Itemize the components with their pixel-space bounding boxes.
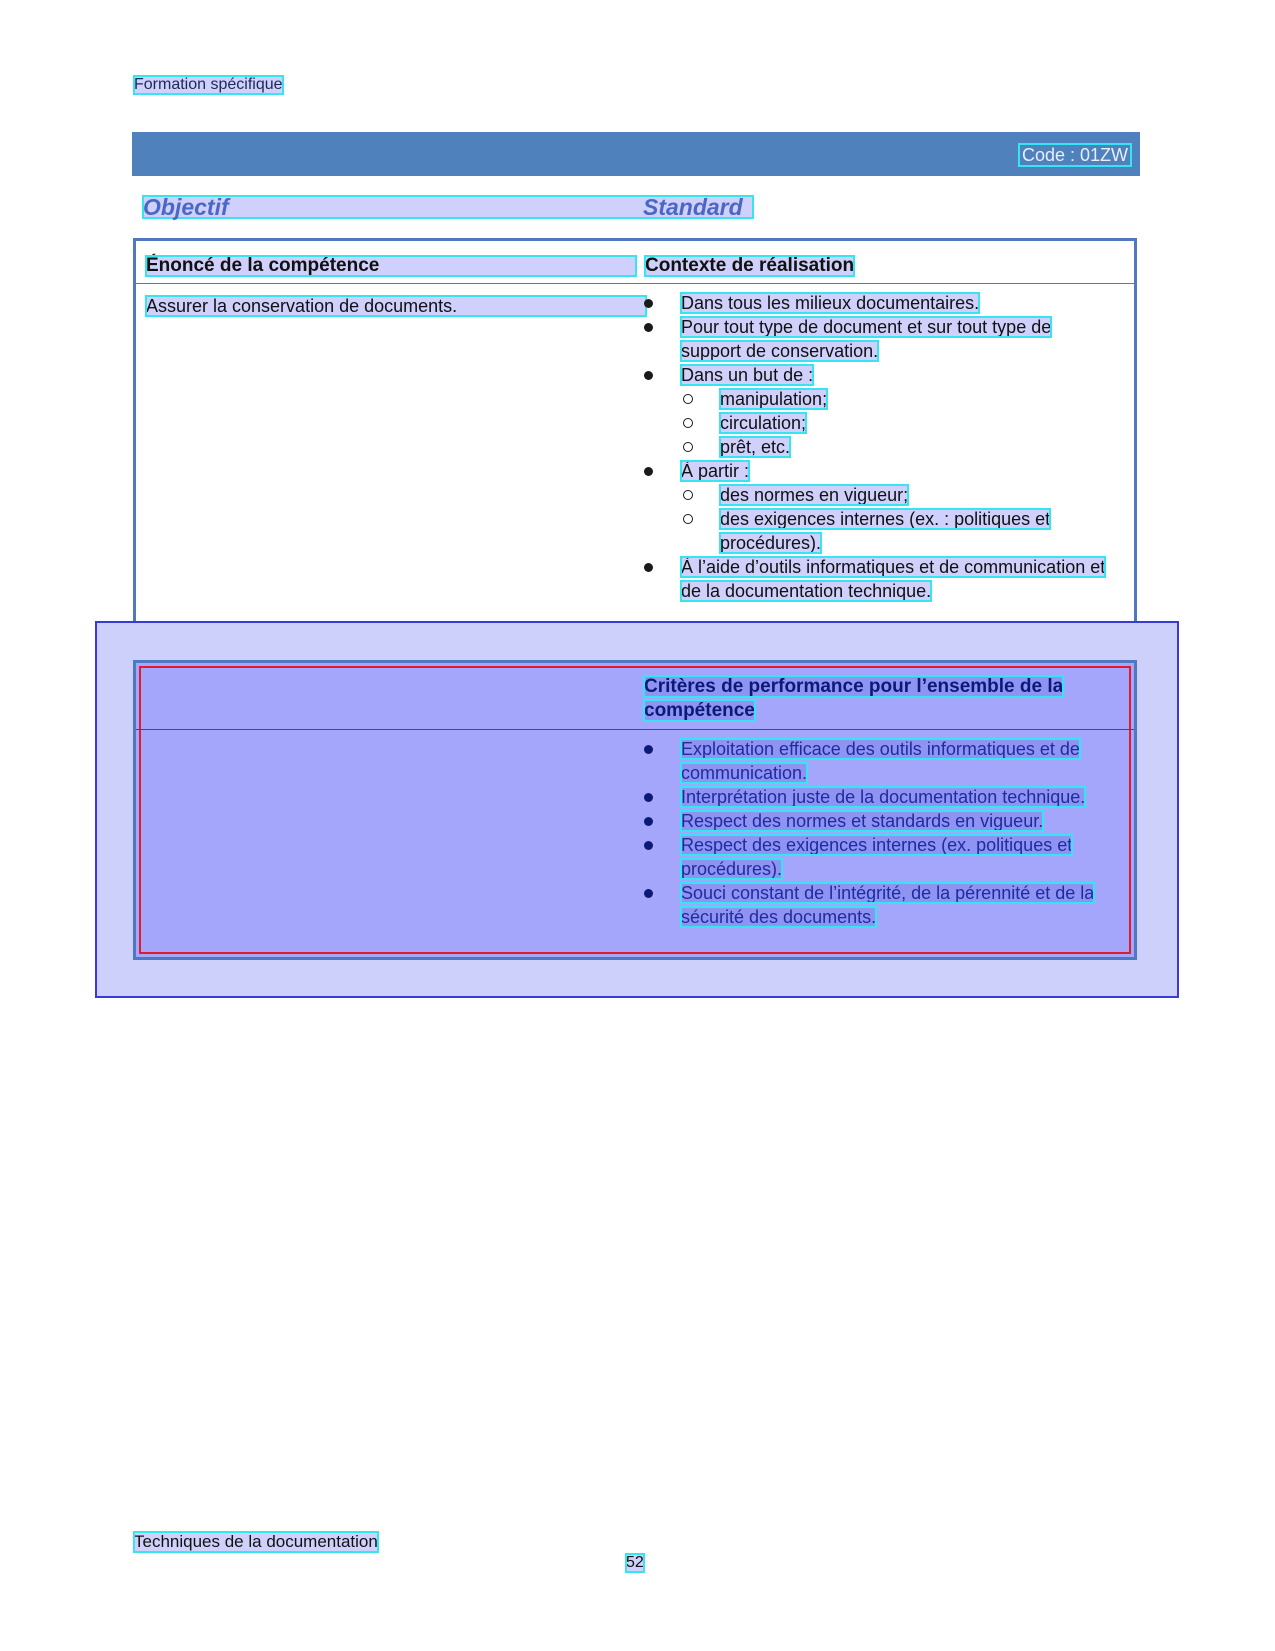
header-divider — [136, 283, 1134, 284]
bullet-icon — [644, 371, 653, 380]
bullet-icon — [644, 889, 653, 898]
competence-table — [133, 238, 1137, 632]
circle-bullet-icon — [683, 442, 693, 452]
objectif-standard-row — [143, 196, 753, 218]
list-item: À partir : — [644, 459, 1114, 483]
list-subitem: prêt, etc. — [644, 435, 1114, 459]
bullet-icon — [644, 793, 653, 802]
bullet-icon — [644, 745, 653, 754]
list-item: Interprétation juste de la documentation technique. — [644, 785, 1114, 809]
list-item: Respect des normes et standards en vigueur. — [644, 809, 1114, 833]
list-item: Dans tous les milieux documentaires. — [644, 291, 1114, 315]
page-number: 52 — [626, 1554, 644, 1571]
running-header: Formation spécifique — [134, 76, 283, 93]
bullet-icon — [644, 563, 653, 572]
enonce-text: Assurer la conservation de documents. — [146, 296, 646, 316]
list-item: Respect des exigences internes (ex. politiques et procédures). — [644, 833, 1114, 881]
bullet-icon — [644, 467, 653, 476]
list-item: Dans un but de : — [644, 363, 1114, 387]
bullet-icon — [644, 323, 653, 332]
performance-table — [133, 660, 1137, 960]
list-item: Exploitation efficace des outils informatiques et de communication. — [644, 737, 1114, 785]
list-subitem: circulation; — [644, 411, 1114, 435]
criteres-list — [644, 737, 1114, 929]
competence-code: Code : 01ZW — [1021, 145, 1128, 165]
list-subitem: des normes en vigueur; — [644, 483, 1114, 507]
bullet-icon — [644, 299, 653, 308]
criteres-header: Critères de performance pour l’ensemble de la compétence — [644, 676, 1064, 721]
circle-bullet-icon — [683, 490, 693, 500]
list-item: Pour tout type de document et sur tout type de support de conservation. — [644, 315, 1114, 363]
list-item: Souci constant de l’intégrité, de la pérennité et de la sécurité des documents. — [644, 881, 1114, 929]
standard-title: Standard — [643, 194, 743, 220]
code-bar — [132, 132, 1140, 176]
contexte-list — [644, 291, 1114, 603]
footer-program: Techniques de la documentation — [134, 1532, 378, 1551]
list-subitem: manipulation; — [644, 387, 1114, 411]
list-item: À l’aide d’outils informatiques et de communication et de la documentation technique. — [644, 555, 1114, 603]
enonce-header: Énoncé de la compétence — [146, 256, 636, 276]
header-divider — [136, 729, 1134, 730]
bullet-icon — [644, 817, 653, 826]
contexte-header: Contexte de réalisation — [645, 255, 855, 276]
bullet-icon — [644, 841, 653, 850]
objectif-title: Objectif — [143, 194, 229, 220]
circle-bullet-icon — [683, 514, 693, 524]
circle-bullet-icon — [683, 394, 693, 404]
list-subitem: des exigences internes (ex. : politiques et procédures). — [644, 507, 1114, 555]
circle-bullet-icon — [683, 418, 693, 428]
